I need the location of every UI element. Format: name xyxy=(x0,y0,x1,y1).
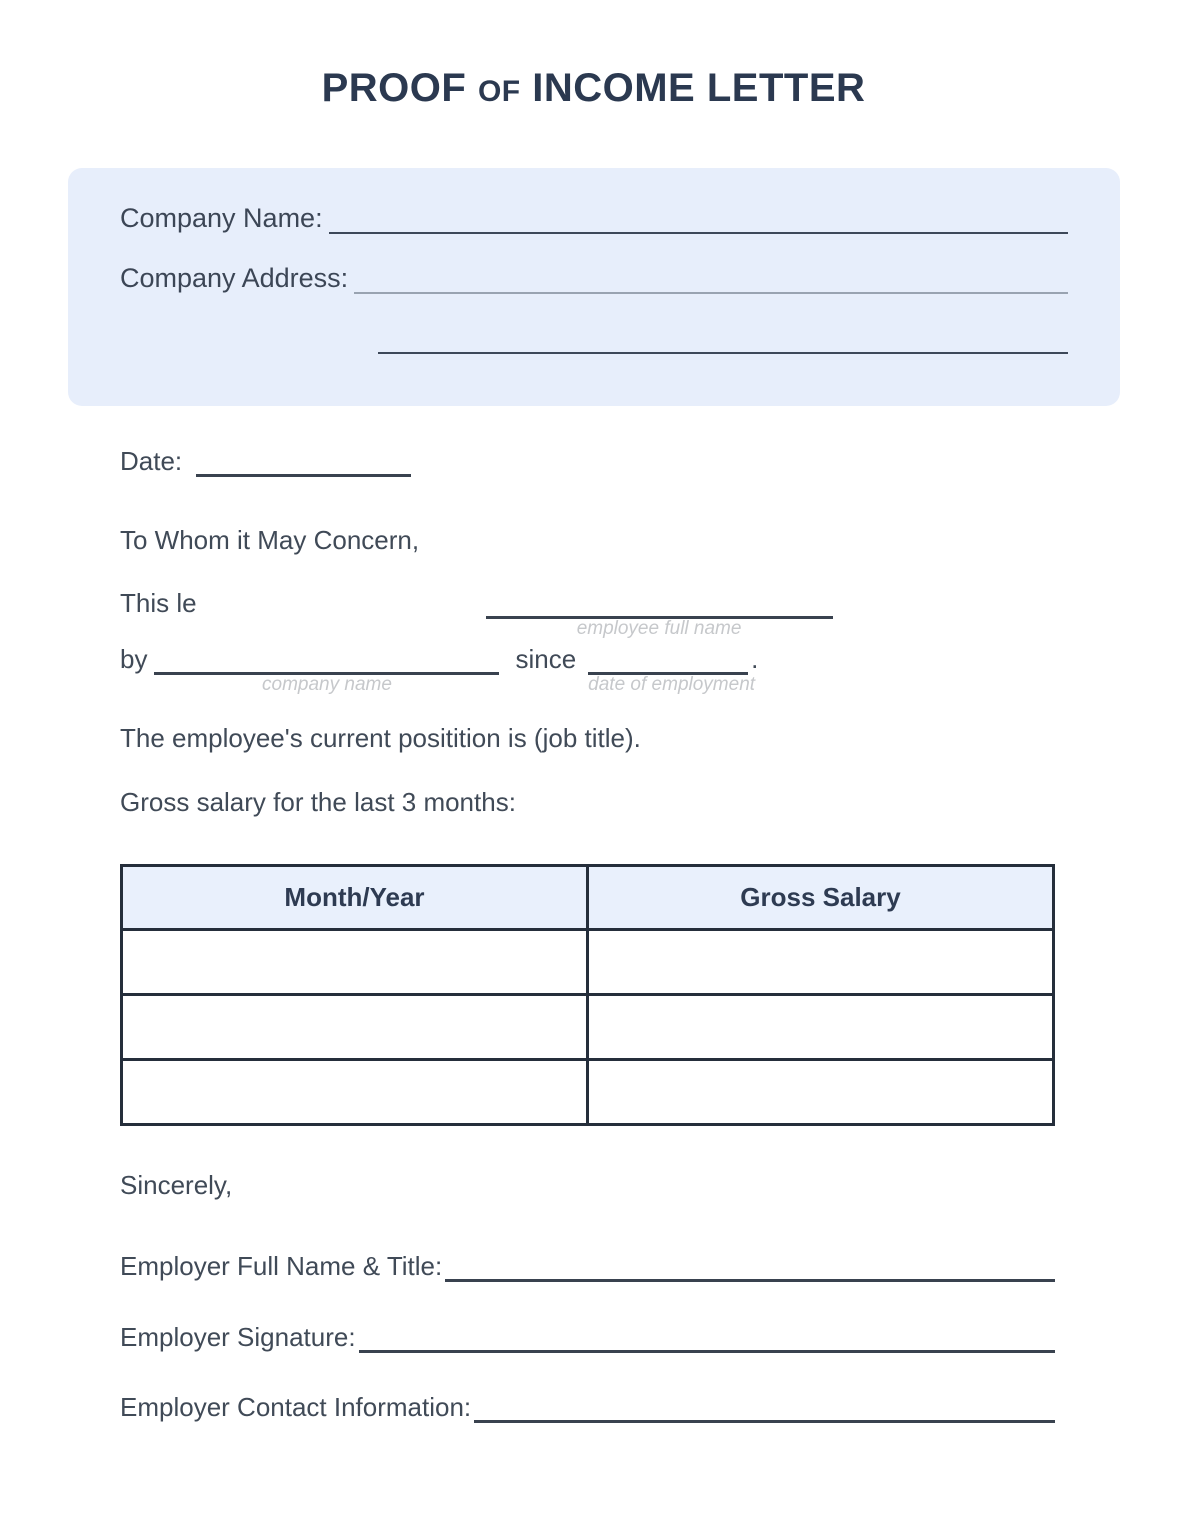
month-year-cell[interactable] xyxy=(122,930,588,995)
page-title xyxy=(0,0,1187,110)
employer-signature-label: Employer Signature: xyxy=(120,1322,356,1352)
gross-salary-cell[interactable] xyxy=(588,995,1054,1060)
company-name-field[interactable] xyxy=(329,232,1068,234)
position-sentence: The employee's current positition is (job title). xyxy=(120,723,641,753)
gross-salary-cell[interactable] xyxy=(588,1060,1054,1125)
employer-contact-label: Employer Contact Information: xyxy=(120,1392,472,1422)
body-sentence-by-row xyxy=(120,639,1055,695)
company-address-row-2 xyxy=(120,318,1068,354)
gross-salary-cell[interactable] xyxy=(588,930,1054,995)
company-name-row xyxy=(120,198,1068,234)
body-start-text: This le xyxy=(120,588,197,618)
employer-name-field[interactable] xyxy=(445,1279,1055,1282)
month-year-header: Month/Year xyxy=(122,866,588,930)
company-name-blank-field[interactable] xyxy=(154,645,499,695)
gross-salary-header: Gross Salary xyxy=(588,866,1054,930)
employer-contact-row xyxy=(120,1389,1055,1423)
company-address-row xyxy=(120,258,1068,294)
company-address-field[interactable] xyxy=(354,292,1068,294)
employer-signature-field[interactable] xyxy=(359,1350,1055,1353)
title-part-of: OF xyxy=(477,75,521,108)
title-part-income-letter: INCOME LETTER xyxy=(532,66,866,110)
company-address-label: Company Address: xyxy=(120,263,349,293)
company-info-panel xyxy=(68,168,1120,406)
employer-signature-row xyxy=(120,1319,1055,1353)
body-sentence-start-row xyxy=(120,583,1055,639)
salary-table xyxy=(120,864,1055,1126)
employer-name-label: Employer Full Name & Title: xyxy=(120,1251,443,1281)
salutation: To Whom it May Concern, xyxy=(120,525,420,555)
employer-contact-field[interactable] xyxy=(474,1420,1055,1423)
date-field[interactable] xyxy=(196,474,411,477)
company-address-field-2[interactable] xyxy=(378,352,1068,354)
month-year-cell[interactable] xyxy=(122,995,588,1060)
company-name-label: Company Name: xyxy=(120,203,323,233)
date-of-employment-field[interactable] xyxy=(588,645,756,695)
salary-intro: Gross salary for the last 3 months: xyxy=(120,787,516,817)
sincerely-text: Sincerely, xyxy=(120,1170,233,1200)
table-row xyxy=(122,995,1054,1060)
date-of-employment-hint: date of employment xyxy=(588,674,756,695)
employee-full-name-hint: employee full name xyxy=(576,618,742,639)
employee-full-name-field[interactable] xyxy=(486,589,833,639)
sentence-period: . xyxy=(751,644,759,674)
date-row xyxy=(120,445,1055,477)
company-name-hint: company name xyxy=(262,674,392,695)
table-row xyxy=(122,1060,1054,1125)
title-part-proof: PROOF xyxy=(321,66,467,110)
employer-name-row xyxy=(120,1248,1055,1282)
month-year-cell[interactable] xyxy=(122,1060,588,1125)
letter-body xyxy=(120,445,1055,1423)
date-label: Date: xyxy=(120,446,183,476)
salary-table-header-row xyxy=(122,866,1054,930)
table-row xyxy=(122,930,1054,995)
by-label: by xyxy=(120,644,148,674)
since-label: since xyxy=(515,644,577,674)
